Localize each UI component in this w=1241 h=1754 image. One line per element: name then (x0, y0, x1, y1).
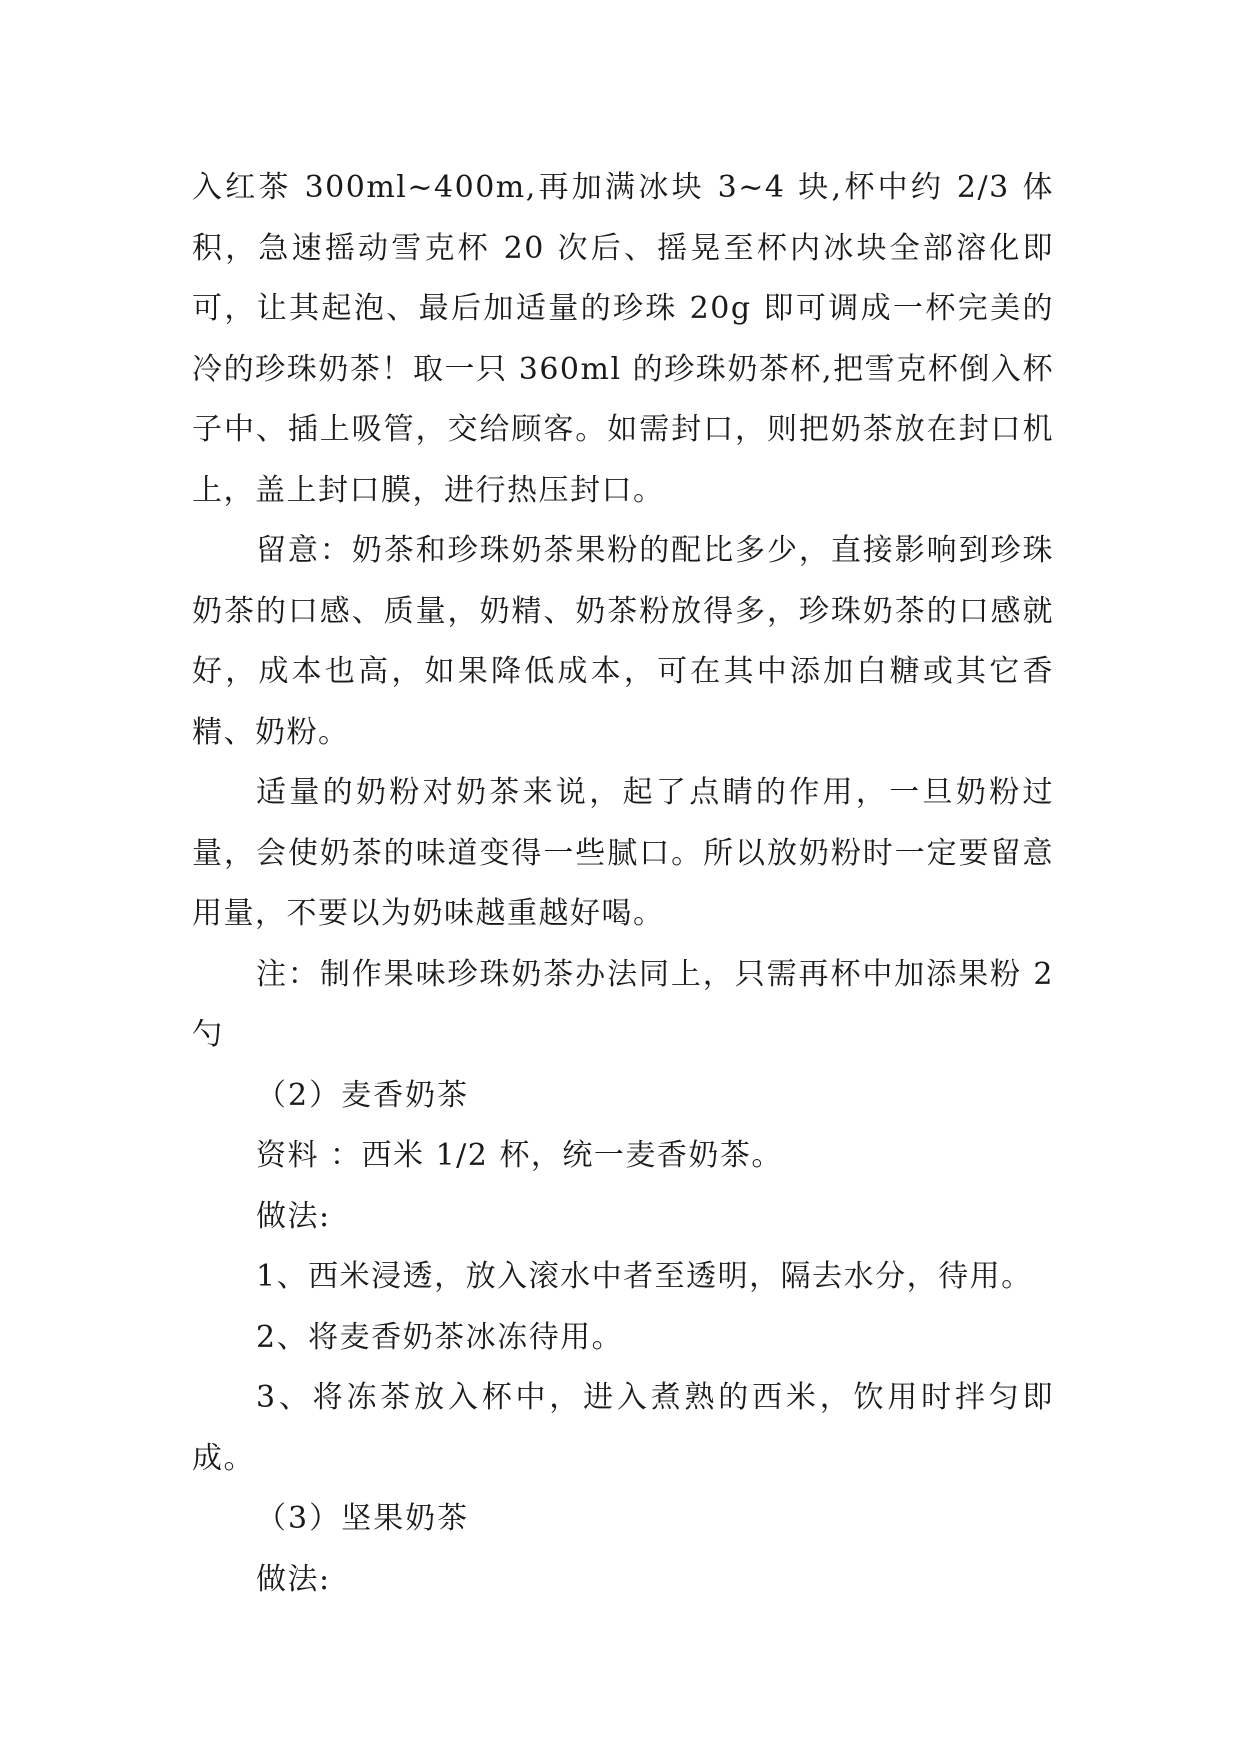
step-1: 1、西米浸透，放入滚水中者至透明，隔去水分，待用。 (256, 1259, 1033, 1294)
paragraph-note-ratio: 留意：奶茶和珍珠奶茶果粉的配比多少，直接影响到珍珠奶茶的口感、质量，奶精、奶茶粉放得多，珍珠奶茶的口感就好，成本也高，如果降低成本，可在其中添加白糖或其它香精、奶粉。 (192, 533, 1054, 750)
section-heading-malt-milk-tea: （2）麦香奶茶 (256, 1077, 470, 1113)
method-label-nut: 做法: (256, 1561, 331, 1597)
step-2: 2、将麦香奶茶冰冻待用。 (256, 1319, 624, 1355)
section-heading-nut-milk-tea: （3）坚果奶茶 (256, 1501, 470, 1536)
step-3: 3、将冻茶放入杯中，进入煮熟的西米，饮用时拌匀即成。 (192, 1380, 1054, 1476)
method-label: 做法: (256, 1198, 331, 1234)
document-body (192, 158, 1054, 1610)
materials-line: 资料 ：西米 1/2 杯，统一麦香奶茶。 (256, 1138, 783, 1173)
paragraph-fruit-note: 注：制作果味珍珠奶茶办法同上，只需再杯中加添果粉 2 勺 (192, 956, 1054, 1052)
paragraph-recipe-continuation: 入红茶 300ml~400m,再加满冰块 3~4 块,杯中约 2/3 体积，急速摇动雪克杯 20 次后、摇晃至杯内冰块全部溶化即可，让其起泡、最后加适量的珍珠 20g 即可调成一杯完美的冷的珍珠奶茶！取一只 360ml 的珍珠奶茶杯,把雪克杯倒入杯子中、插上吸管，交给顾客。如需封口，则把奶茶放在封口机上，盖上封口膜，进行热压封口。 (192, 170, 1054, 508)
paragraph-milk-powder: 适量的奶粉对奶茶来说，起了点睛的作用，一旦奶粉过量，会使奶茶的味道变得一些腻口。所以放奶粉时一定要留意用量，不要以为奶味越重越好喝。 (192, 775, 1054, 931)
